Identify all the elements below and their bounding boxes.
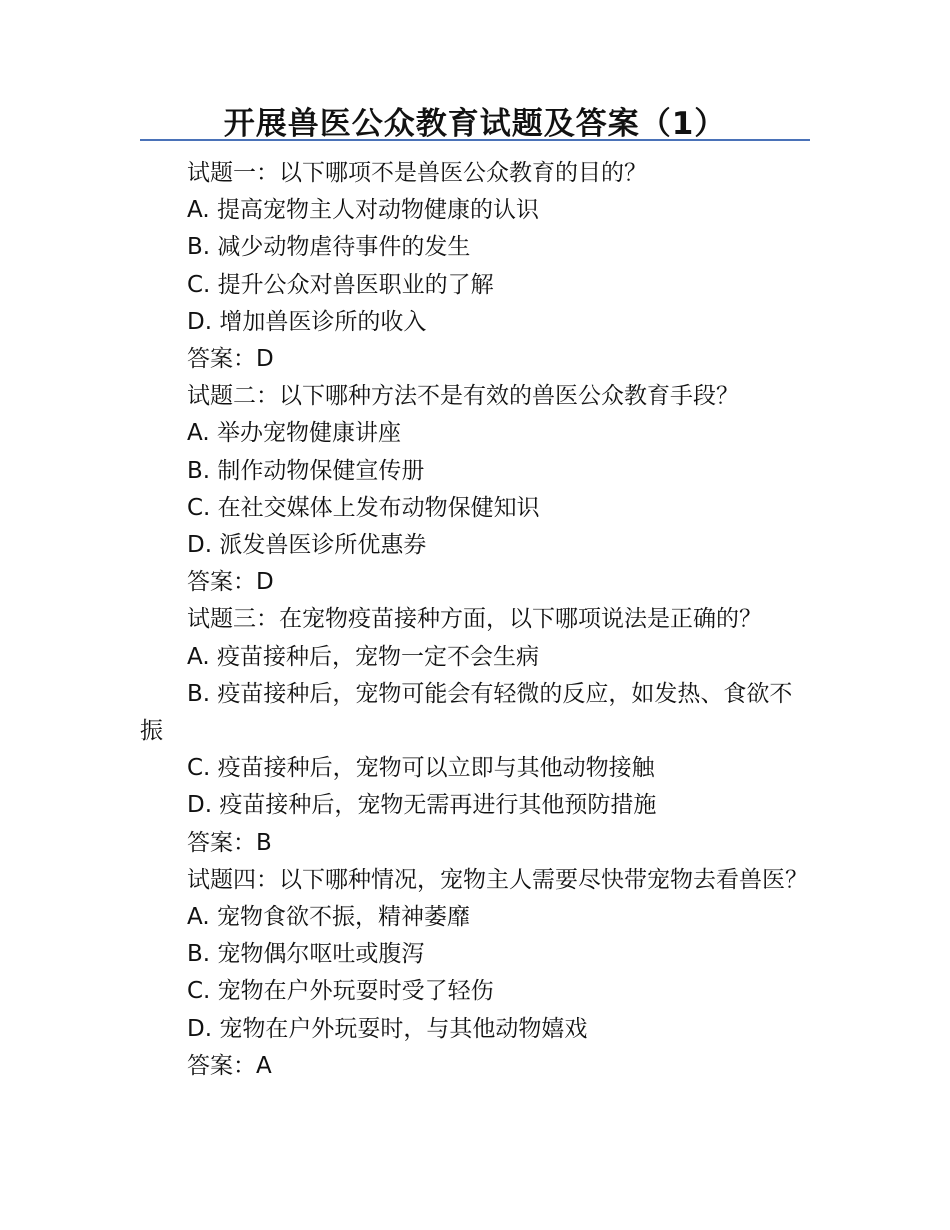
- question-4-option-d: D. 宠物在户外玩耍时，与其他动物嬉戏: [187, 1015, 588, 1042]
- question-3-option-b: B. 疫苗接种后，宠物可能会有轻微的反应，如发热、食欲不振: [140, 680, 793, 745]
- question-1-answer: 答案：D: [187, 346, 274, 373]
- question-1: 试题一：以下哪项不是兽医公众教育的目的？: [187, 160, 647, 186]
- question-1-option-d: D. 增加兽医诊所的收入: [187, 308, 427, 335]
- document-body: [140, 155, 810, 1085]
- question-4: 试题四：以下哪种情况，宠物主人需要尽快带宠物去看兽医？: [187, 866, 808, 893]
- question-4-option-c: C. 宠物在户外玩耍时受了轻伤: [187, 978, 494, 1005]
- question-3-option-d: D. 疫苗接种后，宠物无需再进行其他预防措施: [187, 792, 657, 819]
- question-4-option-b: B. 宠物偶尔呕吐或腹泻: [187, 941, 425, 968]
- question-2-option-d: D. 派发兽医诊所优惠券: [187, 532, 427, 559]
- document-title: 开展兽医公众教育试题及答案（1）: [223, 106, 727, 142]
- question-2-answer: 答案：D: [187, 569, 274, 596]
- question-4-option-a: A. 宠物食欲不振，精神萎靡: [187, 904, 470, 931]
- question-3-option-a: A. 疫苗接种后，宠物一定不会生病: [187, 643, 539, 670]
- question-4-answer: 答案：A: [187, 1052, 272, 1079]
- title-underline: [140, 139, 810, 141]
- question-1-option-c: C. 提升公众对兽医职业的了解: [187, 271, 494, 298]
- question-3-option-c: C. 疫苗接种后，宠物可以立即与其他动物接触: [187, 755, 655, 782]
- question-1-option-a: A. 提高宠物主人对动物健康的认识: [187, 197, 539, 224]
- question-3-answer: 答案：B: [187, 829, 272, 856]
- question-1-option-b: B. 减少动物虐待事件的发生: [187, 234, 471, 261]
- question-2: 试题二：以下哪种方法不是有效的兽医公众教育手段？: [187, 383, 739, 410]
- question-2-option-c: C. 在社交媒体上发布动物保健知识: [187, 494, 540, 521]
- question-3: 试题三：在宠物疫苗接种方面，以下哪项说法是正确的？: [187, 606, 762, 633]
- question-2-option-b: B. 制作动物保健宣传册: [187, 457, 425, 484]
- question-2-option-a: A. 举办宠物健康讲座: [187, 420, 401, 447]
